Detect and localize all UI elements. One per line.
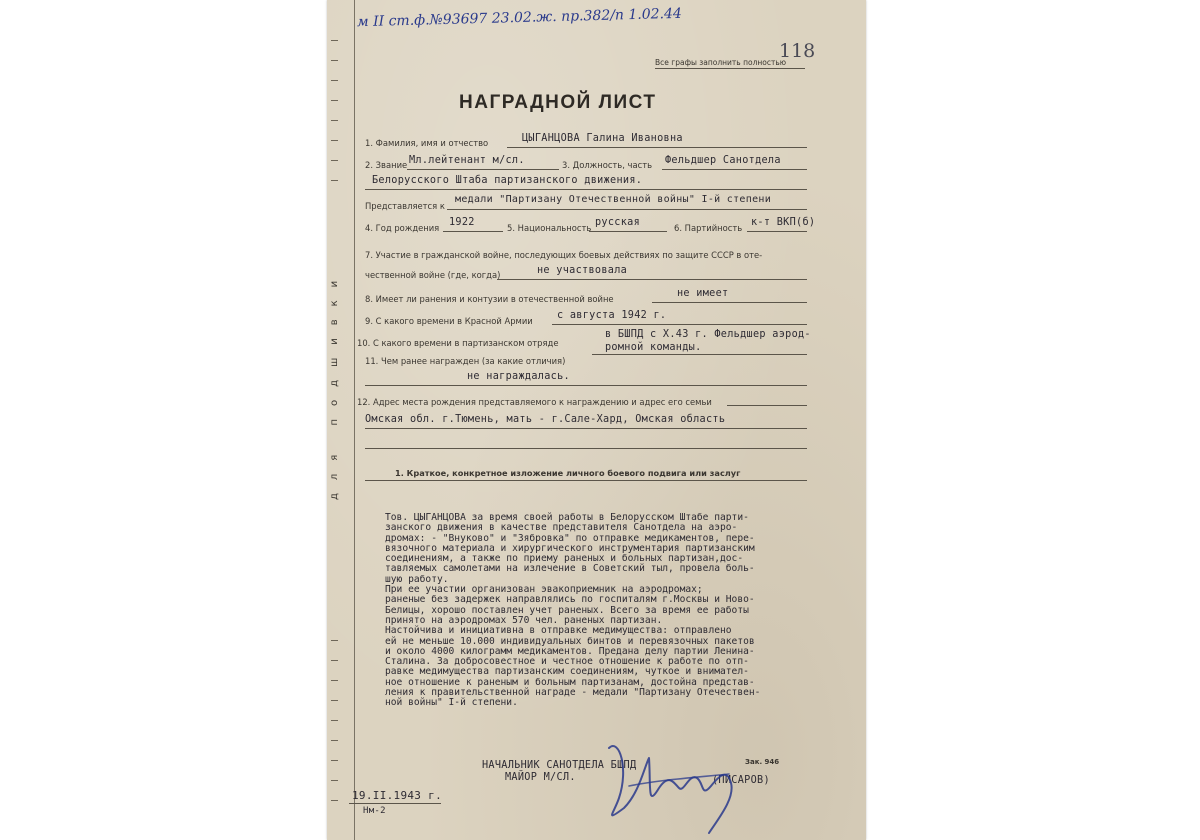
field-5-value: русская — [595, 217, 641, 228]
date-underline — [349, 803, 441, 804]
field-line — [497, 279, 807, 280]
body-line: дромах: - "Внуково" и "Зябровка" по отправке медикаментов, пере- — [385, 532, 755, 544]
margin-dash — [331, 720, 338, 721]
field-12-value: Омская обл. г.Тюмень, мать - г.Сале-Хард, Омская область — [365, 414, 726, 425]
order-number: Зак. 946 — [745, 758, 780, 766]
field-2-value: Мл.лейтенант м/сл. — [409, 155, 525, 166]
field-1-label: 1. Фамилия, имя и отчество — [365, 138, 489, 148]
page-title: НАГРАДНОЙ ЛИСТ — [459, 92, 657, 113]
field-line — [447, 209, 807, 210]
body-line: ей не меньше 10.000 индивидуальных бинтов и перевязочных пакетов — [385, 635, 755, 647]
field-7-label-a: 7. Участие в гражданской войне, последующих боевых действиях по защите СССР в оте- — [365, 250, 763, 260]
margin-dash — [331, 740, 338, 741]
field-10-value-b: ромной команды. — [605, 342, 702, 353]
field-1-value: ЦЫГАНЦОВА Галина Ивановна — [522, 133, 683, 144]
signature — [589, 728, 749, 838]
field-7-value: не участвовала — [537, 265, 628, 276]
merit-description — [385, 513, 865, 709]
margin-dash — [331, 640, 338, 641]
field-2-label: 2. Звание — [365, 160, 408, 170]
field-line — [365, 448, 807, 449]
field-4-label: 4. Год рождения — [365, 223, 440, 233]
field-8-label: 8. Имеет ли ранения и контузии в отечественной войне — [365, 294, 614, 304]
body-line: соединениям, а также по приему раненых и больных партизан,дос- — [385, 553, 744, 565]
margin-dash — [331, 40, 338, 41]
binding-label: для подшивки — [329, 267, 340, 500]
margin-dash — [331, 140, 338, 141]
field-line — [365, 385, 807, 386]
field-10-label: 10. С какого времени в партизанском отряде — [357, 338, 559, 348]
field-6-label: 6. Партийность — [674, 223, 743, 233]
body-line: и около 4000 килограмм медикаментов. Предана делу партии Ленина- — [385, 645, 755, 657]
section-heading: 1. Краткое, конкретное изложение личного боевого подвига или заслуг — [395, 468, 741, 478]
field-5-label: 5. Национальность — [507, 223, 592, 233]
body-line: принято на аэродромах 570 чел. раненых партизан. — [385, 614, 663, 626]
field-line — [747, 231, 807, 232]
field-11-value: не награждалась. — [467, 371, 570, 382]
margin-dash — [331, 100, 338, 101]
binding-margin-line — [354, 0, 355, 840]
margin-dash — [331, 760, 338, 761]
margin-dash — [331, 120, 338, 121]
field-9-label: 9. С какого времени в Красной Армии — [365, 316, 533, 326]
field-8-value: не имеет — [677, 288, 729, 299]
body-line: занского движения в качестве представителя Санотдела на аэро- — [385, 522, 738, 534]
body-line: тавляемых самолетами на излечение в Советский тыл, провела боль- — [385, 563, 755, 575]
field-line — [365, 189, 807, 190]
note-underline — [655, 68, 805, 69]
margin-dash — [331, 700, 338, 701]
document-date: 19.II.1943 г. — [352, 789, 442, 802]
margin-dash — [331, 660, 338, 661]
field-line — [592, 354, 807, 355]
field-line — [589, 231, 667, 232]
body-line: ной войны" I-й степени. — [385, 697, 518, 709]
body-line: ления к правительственной награде - медали "Партизану Отечествен- — [385, 687, 761, 699]
body-line: вязочного материала и хирургического инструментария партизанским — [385, 542, 755, 554]
body-line: раненые без задержек направлялись по госпиталям г.Москвы и Ново- — [385, 594, 755, 606]
field-11-label: 11. Чем ранее награжден (за какие отличия) — [365, 356, 566, 366]
page-number: 118 — [779, 40, 816, 62]
archive-note: м II ст.ф.№93697 23.02.ж. пр.382/п 1.02.44 — [356, 5, 683, 31]
margin-dash — [331, 60, 338, 61]
field-line — [552, 324, 807, 325]
margin-dash — [331, 680, 338, 681]
margin-dash — [331, 780, 338, 781]
margin-dash — [331, 180, 338, 181]
signatory-name: (ПИСАРОВ) — [712, 775, 770, 786]
presented-label: Представляется к — [365, 201, 445, 211]
field-3-value-cont: Белорусского Штаба партизанского движения. — [372, 175, 643, 186]
body-line: ное отношение к раненым и больным партизанам, достойна представ- — [385, 676, 755, 688]
field-7-label-b: чественной войне (где, когда) — [365, 270, 501, 280]
field-line — [652, 302, 807, 303]
margin-dash — [331, 80, 338, 81]
field-10-value-a: в БШПД с X.43 г. Фельдшер аэрод- — [605, 329, 811, 340]
field-3-label: 3. Должность, часть — [562, 160, 653, 170]
section-rule — [365, 480, 807, 481]
body-line: Белицы, хорошо поставлен учет раненых. Всего за время ее работы — [385, 604, 749, 616]
field-4-value: 1922 — [449, 217, 475, 228]
body-line: Настойчива и инициативна в отправке медимущества: отправлено — [385, 625, 732, 637]
field-12-label: 12. Адрес места рождения представляемого к награждению и адрес его семьи — [357, 397, 712, 407]
body-line: При ее участии организован эвакоприемник на аэродромах; — [385, 584, 703, 596]
presented-value: медали "Партизану Отечественной войны" I-й степени — [455, 194, 772, 205]
field-line — [365, 428, 807, 429]
field-line — [407, 169, 559, 170]
field-6-value: к-т ВКП(б) — [751, 217, 816, 228]
body-line: шую работу. — [385, 573, 449, 585]
award-sheet — [327, 0, 866, 840]
signatory-rank: МАЙОР М/СЛ. — [505, 772, 576, 783]
form-code: Нм-2 — [363, 806, 386, 816]
body-line: Сталина. За добросовестное и честное отношение к работе по отп- — [385, 656, 749, 668]
margin-dash — [331, 800, 338, 801]
field-line — [662, 169, 807, 170]
body-line: равке медимущества партизанским соединениям, чуткое и внимател- — [385, 666, 749, 678]
field-9-value: с августа 1942 г. — [557, 310, 667, 321]
all-fields-note: Все графы заполнить полностью — [655, 58, 787, 67]
field-line — [507, 147, 807, 148]
margin-dash — [331, 160, 338, 161]
body-line: Тов. ЦЫГАНЦОВА за время своей работы в Белорусском Штабе парти- — [385, 512, 749, 523]
field-line — [443, 231, 503, 232]
signatory-position: НАЧАЛЬНИК САНОТДЕЛА БШПД — [482, 760, 637, 771]
field-line — [727, 405, 807, 406]
field-3-value: Фельдшер Санотдела — [665, 155, 781, 166]
